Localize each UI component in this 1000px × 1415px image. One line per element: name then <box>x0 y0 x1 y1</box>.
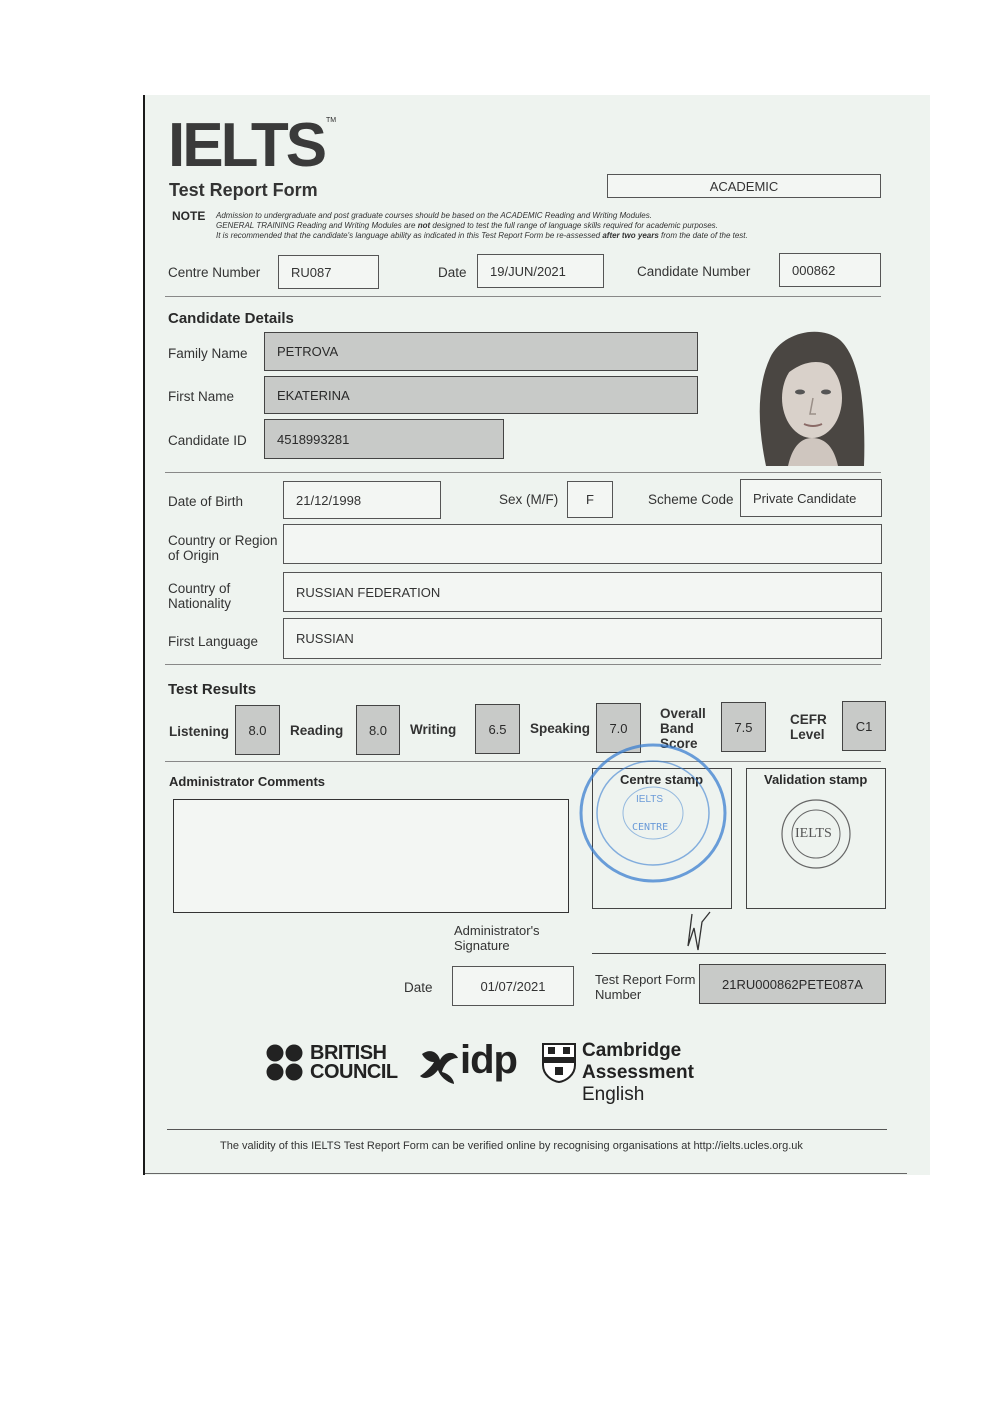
module-box <box>607 174 881 198</box>
bc-line-1: BRITISH <box>310 1042 387 1064</box>
reading-score <box>356 705 400 755</box>
cefr-level-score <box>842 701 886 751</box>
dob-box <box>283 481 441 519</box>
british-council-dots <box>266 1044 304 1082</box>
cambridge-shield-icon <box>542 1043 576 1083</box>
sex-label: Sex (M/F) <box>499 492 559 507</box>
signature-label <box>454 923 540 953</box>
british-council-logo <box>266 1044 401 1084</box>
divider-4 <box>165 761 881 762</box>
first-language-box <box>283 618 882 659</box>
admin-date-box <box>452 966 574 1006</box>
admin-comments-label: Administrator Comments <box>169 774 326 789</box>
listening-value: 8.0 <box>248 722 267 738</box>
module-value: ACADEMIC <box>709 178 779 194</box>
trf-number-box <box>699 964 886 1004</box>
sex-box <box>567 481 613 518</box>
candidate-id-value: 4518993281 <box>277 431 350 447</box>
first-name-label: First Name <box>168 389 235 404</box>
first-name-value: EKATERINA <box>277 387 350 403</box>
trf-number-value: 21RU000862PETE087A <box>722 976 863 992</box>
candidate-id-label: Candidate ID <box>168 433 247 448</box>
first-language-label: First Language <box>168 634 259 649</box>
validity-note: The validity of this IELTS Test Report Form can be verified online by recognising organisations at http://ielts.ucles.org.uk <box>220 1140 803 1152</box>
centre-number-value: RU087 <box>291 264 332 280</box>
family-name-label: Family Name <box>168 346 248 361</box>
cambridge-text <box>582 1040 792 1106</box>
candidate-number-box <box>779 253 881 287</box>
british-council-text <box>310 1044 398 1082</box>
note-line-2: GENERAL TRAINING Reading and Writing Modules are not designed to test the full range of language skills required for academic purposes. <box>216 221 718 230</box>
date-label: Date <box>438 265 467 280</box>
admin-date-label: Date <box>404 980 433 995</box>
validation-stamp-label: Validation stamp <box>764 772 868 787</box>
candidate-number-value: 000862 <box>792 262 836 278</box>
date-box <box>477 254 604 288</box>
sex-value: F <box>586 492 594 507</box>
cefr-label-line-2: Level <box>790 727 825 742</box>
divider-2 <box>165 472 881 473</box>
centre-stamp-label: Centre stamp <box>620 772 704 787</box>
origin-box <box>283 524 882 564</box>
test-results-heading: Test Results <box>168 681 257 698</box>
family-name-box <box>264 332 698 371</box>
nationality-label <box>168 581 231 611</box>
cefr-label-line-1: CEFR <box>790 712 827 727</box>
note-line-3: It is recommended that the candidate's language ability as indicated in this Test Report Form be re-assessed after two years from the date of the test. <box>216 231 748 240</box>
centre-stamp-text-1: IELTS <box>636 794 664 805</box>
trf-label-line-2: Number <box>595 987 642 1002</box>
listening-label: Listening <box>169 724 229 739</box>
footer-divider <box>167 1129 887 1130</box>
reading-label: Reading <box>290 723 344 738</box>
divider-1 <box>165 296 881 297</box>
admin-comments-box <box>173 799 569 913</box>
cambridge-line-2: English <box>582 1084 645 1105</box>
idp-mark-icon <box>420 1044 460 1084</box>
origin-label <box>168 533 278 563</box>
listening-score <box>235 705 280 755</box>
cambridge-line-1: Cambridge Assessment <box>582 1040 694 1083</box>
writing-label: Writing <box>410 722 457 737</box>
note-line-1: Admission to undergraduate and post graduate courses should be based on the ACADEMIC Reading and Writing Modules. <box>216 211 652 220</box>
cefr-level-value: C1 <box>855 718 873 734</box>
candidate-id-box <box>264 419 504 459</box>
note-label: NOTE <box>172 209 206 223</box>
nationality-label-line-2: Nationality <box>168 596 232 611</box>
speaking-label: Speaking <box>530 721 591 736</box>
scheme-code-box <box>740 479 882 517</box>
trademark: TM <box>326 117 337 124</box>
origin-label-line-1: Country or Region <box>168 533 278 548</box>
note-text <box>216 211 856 241</box>
idp-text: idp <box>460 1038 517 1082</box>
centre-number-label: Centre Number <box>168 265 261 280</box>
nationality-label-line-1: Country of <box>168 581 231 596</box>
candidate-number-label: Candidate Number <box>637 264 751 279</box>
trf-number-label <box>595 972 695 1002</box>
cambridge-logo <box>542 1040 792 1105</box>
reading-value: 8.0 <box>368 722 388 738</box>
scheme-code-label: Scheme Code <box>648 492 734 507</box>
administrator-signature <box>680 906 720 956</box>
speaking-value: 7.0 <box>609 720 628 736</box>
candidate-photo <box>736 318 884 466</box>
form-title: Test Report Form <box>169 180 318 200</box>
trf-label-line-1: Test Report Form <box>595 972 696 987</box>
overall-band-value: 7.5 <box>734 719 753 735</box>
cefr-label <box>790 712 827 742</box>
bc-line-2: COUNCIL <box>310 1061 398 1083</box>
writing-value: 6.5 <box>488 721 507 737</box>
admin-date-value: 01/07/2021 <box>480 978 546 994</box>
sheet-bottom-line <box>145 1173 907 1174</box>
candidate-details-heading: Candidate Details <box>168 310 294 327</box>
origin-label-line-2: of Origin <box>168 548 220 563</box>
overall-label-line-2: Band <box>660 721 694 736</box>
centre-number-box <box>278 255 379 289</box>
nationality-value: RUSSIAN FEDERATION <box>296 584 441 600</box>
nationality-box <box>283 572 882 612</box>
centre-stamp-seal <box>578 742 728 884</box>
centre-stamp-text-2: CENTRE <box>632 822 669 833</box>
dob-label: Date of Birth <box>168 494 244 509</box>
overall-label-line-3: Score <box>660 736 698 751</box>
divider-3 <box>165 664 881 665</box>
idp-logo <box>420 1040 516 1086</box>
ielts-logo: IELTS <box>168 111 325 180</box>
signature-label-line-1: Administrator's <box>454 923 540 938</box>
validation-stamp-text: IELTS <box>795 826 832 841</box>
dob-value: 21/12/1998 <box>296 492 362 508</box>
signature-label-line-2: Signature <box>454 938 510 953</box>
signature-line <box>592 953 886 954</box>
first-language-value: RUSSIAN <box>296 631 354 646</box>
date-value: 19/JUN/2021 <box>490 263 566 279</box>
writing-score <box>475 704 520 754</box>
family-name-value: PETROVA <box>277 344 339 359</box>
scheme-code-value: Private Candidate <box>753 490 857 506</box>
first-name-box <box>264 376 698 414</box>
overall-label-line-1: Overall <box>660 706 706 721</box>
